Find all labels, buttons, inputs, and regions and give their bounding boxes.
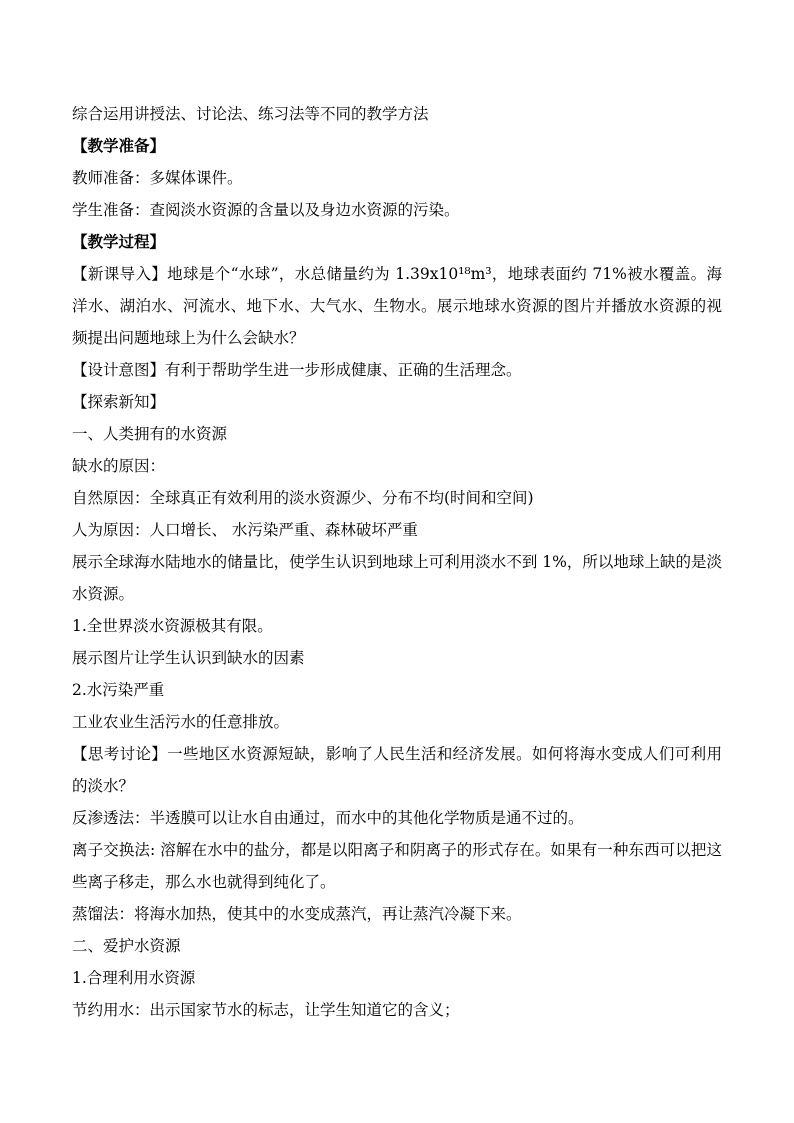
intro-text: 地球是个“水球”，水总储量约为 1.39x10¹⁸m³，地球表面约 71%被水覆盖。海洋水、湖泊水、河流水、地下水、大气水、生物水。展示地球水资源的图片并播放水资源的视频提出问题地球上为什么会缺水？ [72, 265, 722, 347]
list-item-rational-use: 1.合理利用水资源 [72, 969, 196, 987]
design-intent-tag: 【设计意图】 [72, 361, 166, 379]
heading-teaching-process: 【教学过程】 [72, 232, 166, 251]
discussion-text: 一些地区水资源短缺，影响了人民生活和经济发展。如何将海水变成人们可利用的淡水？ [72, 745, 722, 795]
storage-ratio-paragraph: 展示全球海水陆地水的储量比，使学生认识到地球上可利用淡水不到 1%，所以地球上缺的是淡水资源。 [72, 553, 722, 603]
intro-tag: 【新课导入】 [72, 265, 168, 283]
save-water-line: 节约用水：出示国家节水的标志，让学生知道它的含义； [72, 1001, 460, 1019]
list-item-limited-freshwater: 1.全世界淡水资源极其有限。 [72, 617, 273, 635]
explore-new-knowledge-tag: 【探索新知】 [72, 393, 166, 411]
intro-paragraph [72, 258, 722, 354]
reverse-osmosis-line: 反渗透法：半透膜可以让水自由通过，而水中的其他化学物质是通不过的。 [72, 809, 584, 827]
document-page [72, 98, 722, 1026]
teaching-method-line: 综合运用讲授法、讨论法、练习法等不同的教学方法 [72, 105, 429, 123]
natural-reason-line: 自然原因：全球真正有效利用的淡水资源少、分布不均(时间和空间) [72, 489, 534, 507]
design-intent-paragraph [72, 354, 722, 386]
sewage-discharge-line: 工业农业生活污水的任意排放。 [72, 713, 290, 731]
distillation-line: 蒸馏法：将海水加热，使其中的水变成蒸汽，再让蒸汽冷凝下来。 [72, 905, 522, 923]
water-shortage-reasons-label: 缺水的原因： [72, 457, 166, 475]
show-picture-line: 展示图片让学生认识到缺水的因素 [72, 649, 305, 667]
discussion-tag: 【思考讨论】 [72, 745, 168, 763]
ion-exchange-paragraph: 离子交换法: 溶解在水中的盐分，都是以阳离子和阴离子的形式存在。如果有一种东西可以把这些离子移走，那么水也就得到纯化了。 [72, 841, 722, 891]
teacher-preparation-line: 教师准备：多媒体课件。 [72, 169, 243, 187]
student-preparation-line: 学生准备：查阅淡水资源的含量以及身边水资源的污染。 [72, 201, 460, 219]
section-two-title: 二、爱护水资源 [72, 937, 181, 955]
human-reason-line: 人为原因：人口增长、 水污染严重、森林破坏严重 [72, 521, 418, 539]
discussion-paragraph [72, 738, 722, 802]
section-one-title: 一、人类拥有的水资源 [72, 425, 228, 443]
list-item-water-pollution: 2.水污染严重 [72, 681, 165, 699]
heading-teaching-preparation: 【教学准备】 [72, 136, 166, 155]
design-intent-text: 有利于帮助学生进一步形成健康、正确的生活理念。 [165, 361, 522, 379]
